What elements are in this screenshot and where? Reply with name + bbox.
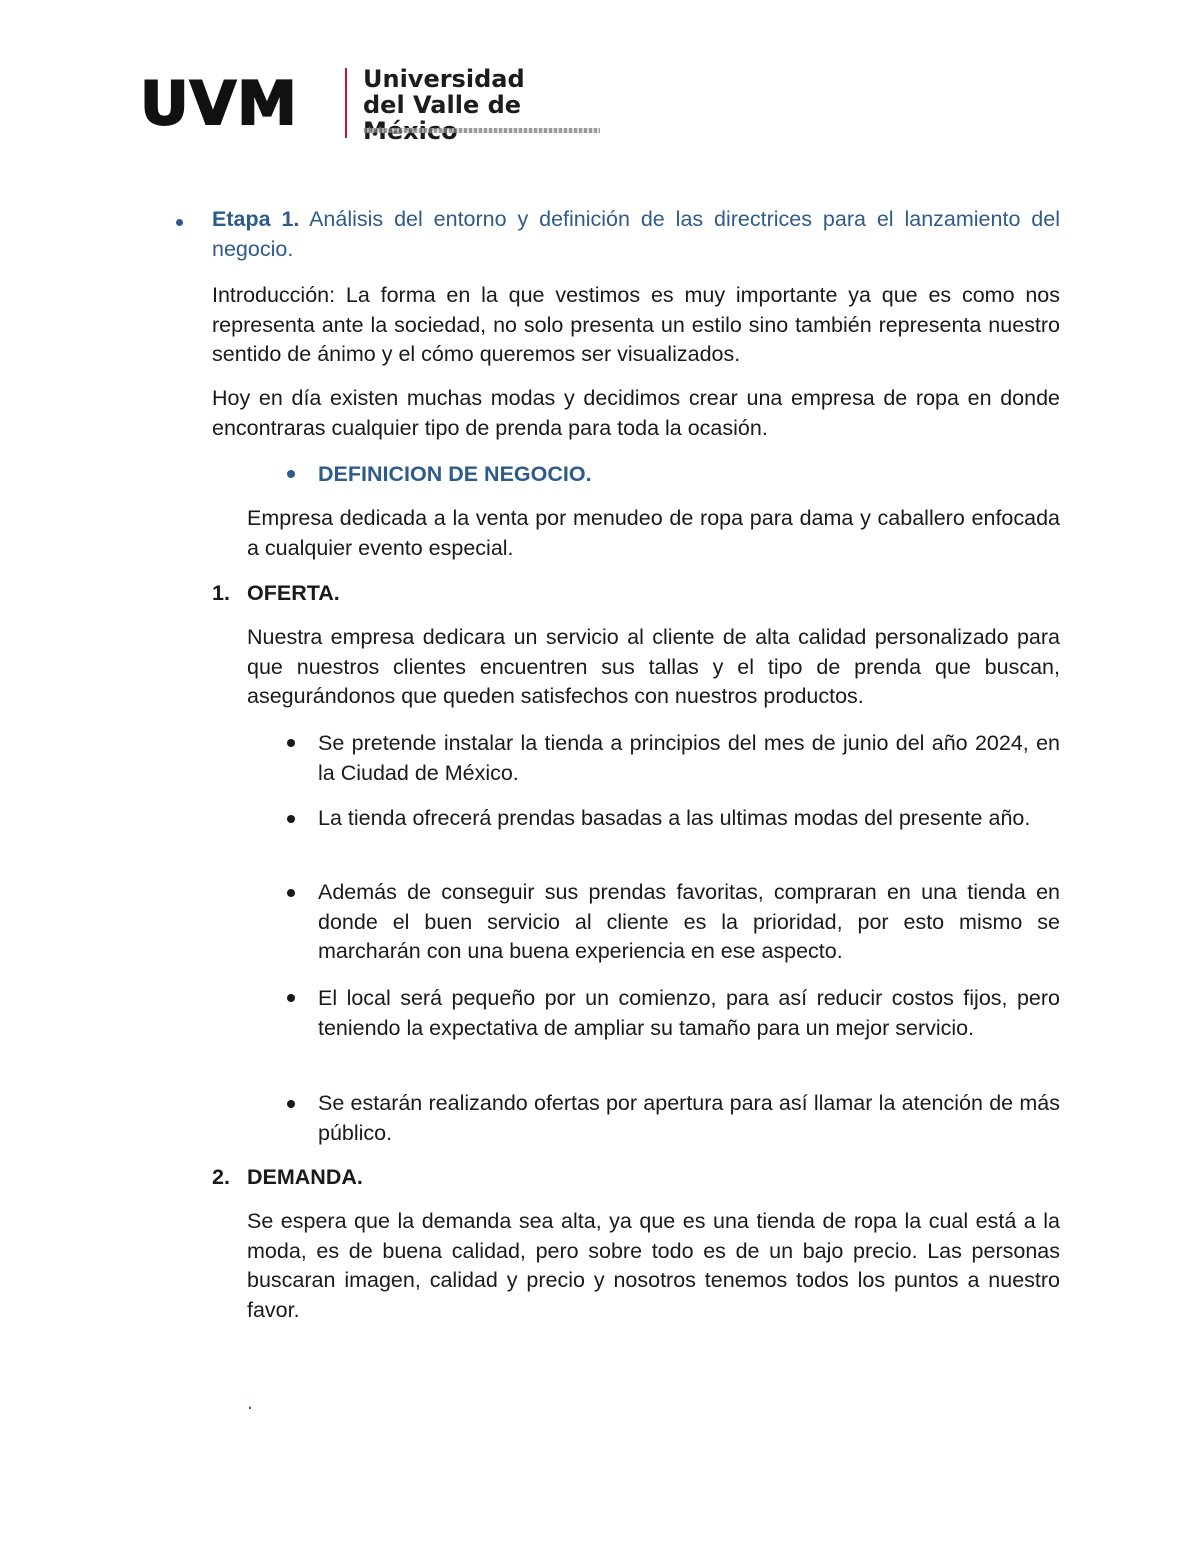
offer-bullet-icon [287, 889, 295, 897]
demand-number: 2. [212, 1165, 230, 1189]
offer-heading: OFERTA. [247, 581, 340, 605]
stage-title-bold: Etapa 1. [212, 207, 300, 231]
stage-heading [212, 205, 1060, 264]
intro-paragraph-2: Hoy en día existen muchas modas y decidimos crear una empresa de ropa en donde encontraras cualquier tipo de prenda para toda la ocasión. [212, 386, 1060, 440]
stage-title-rest: Análisis del entorno y definición de las directrices para el lanzamiento del negocio. [212, 207, 1060, 261]
offer-bullet-item: El local será pequeño por un comienzo, para así reducir costos fijos, pero teniendo la expectativa de ampliar su tamaño para un mejor servicio. [318, 986, 1060, 1040]
university-name-line1: Universidad [363, 65, 525, 93]
offer-bullet-item: Se pretende instalar la tienda a principios del mes de junio del año 2024, en la Ciudad de México. [318, 731, 1060, 785]
logo-mark: UVM [140, 69, 298, 139]
business-definition-text: Empresa dedicada a la venta por menudeo de ropa para dama y caballero enfocada a cualquier evento especial. [247, 506, 1060, 560]
logo-divider [345, 68, 347, 138]
demand-heading: DEMANDA. [247, 1165, 363, 1189]
trailing-mark: . [247, 1390, 253, 1414]
uvm-logo [140, 62, 610, 144]
offer-text: Nuestra empresa dedicara un servicio al cliente de alta calidad personalizado para que nuestros clientes encuentren sus tallas y el tipo de prenda que buscan, asegurándonos que queden satisfechos con nuestros productos. [247, 625, 1060, 708]
offer-bullet-icon [287, 1100, 295, 1108]
offer-bullet-item: La tienda ofrecerá prendas basadas a las ultimas modas del presente año. [318, 806, 1031, 830]
demand-text: Se espera que la demanda sea alta, ya que es una tienda de ropa la cual está a la moda, es de buena calidad, pero sobre todo es de un bajo precio. Las personas buscaran imagen, calidad y precio y nosotros tenemos todos los puntos a nuestro favor. [247, 1209, 1060, 1322]
business-definition-heading: DEFINICION DE NEGOCIO. [318, 462, 592, 486]
offer-bullet-icon [287, 815, 295, 823]
university-name-line2: del Valle de [363, 91, 522, 119]
offer-bullet-item: Además de conseguir sus prendas favoritas, compraran en una tienda en donde el buen servicio al cliente es la prioridad, por esto mismo se marcharán con una buena experiencia en ese aspecto. [318, 880, 1060, 963]
logo-tagline-graphic [364, 128, 600, 133]
offer-bullet-icon [287, 994, 295, 1002]
intro-paragraph: Introducción: La forma en la que vestimos es muy importante ya que es como nos representa ante la sociedad, no solo presenta un estilo sino también representa nuestro sentido de ánimo y el cómo queremos ser visualizados. [212, 283, 1060, 366]
offer-bullet-icon [287, 739, 295, 747]
stage-bullet-icon [176, 219, 183, 226]
offer-bullet-item: Se estarán realizando ofertas por apertura para así llamar la atención de más público. [318, 1091, 1060, 1145]
definition-bullet-icon [287, 470, 295, 478]
offer-number: 1. [212, 581, 230, 605]
